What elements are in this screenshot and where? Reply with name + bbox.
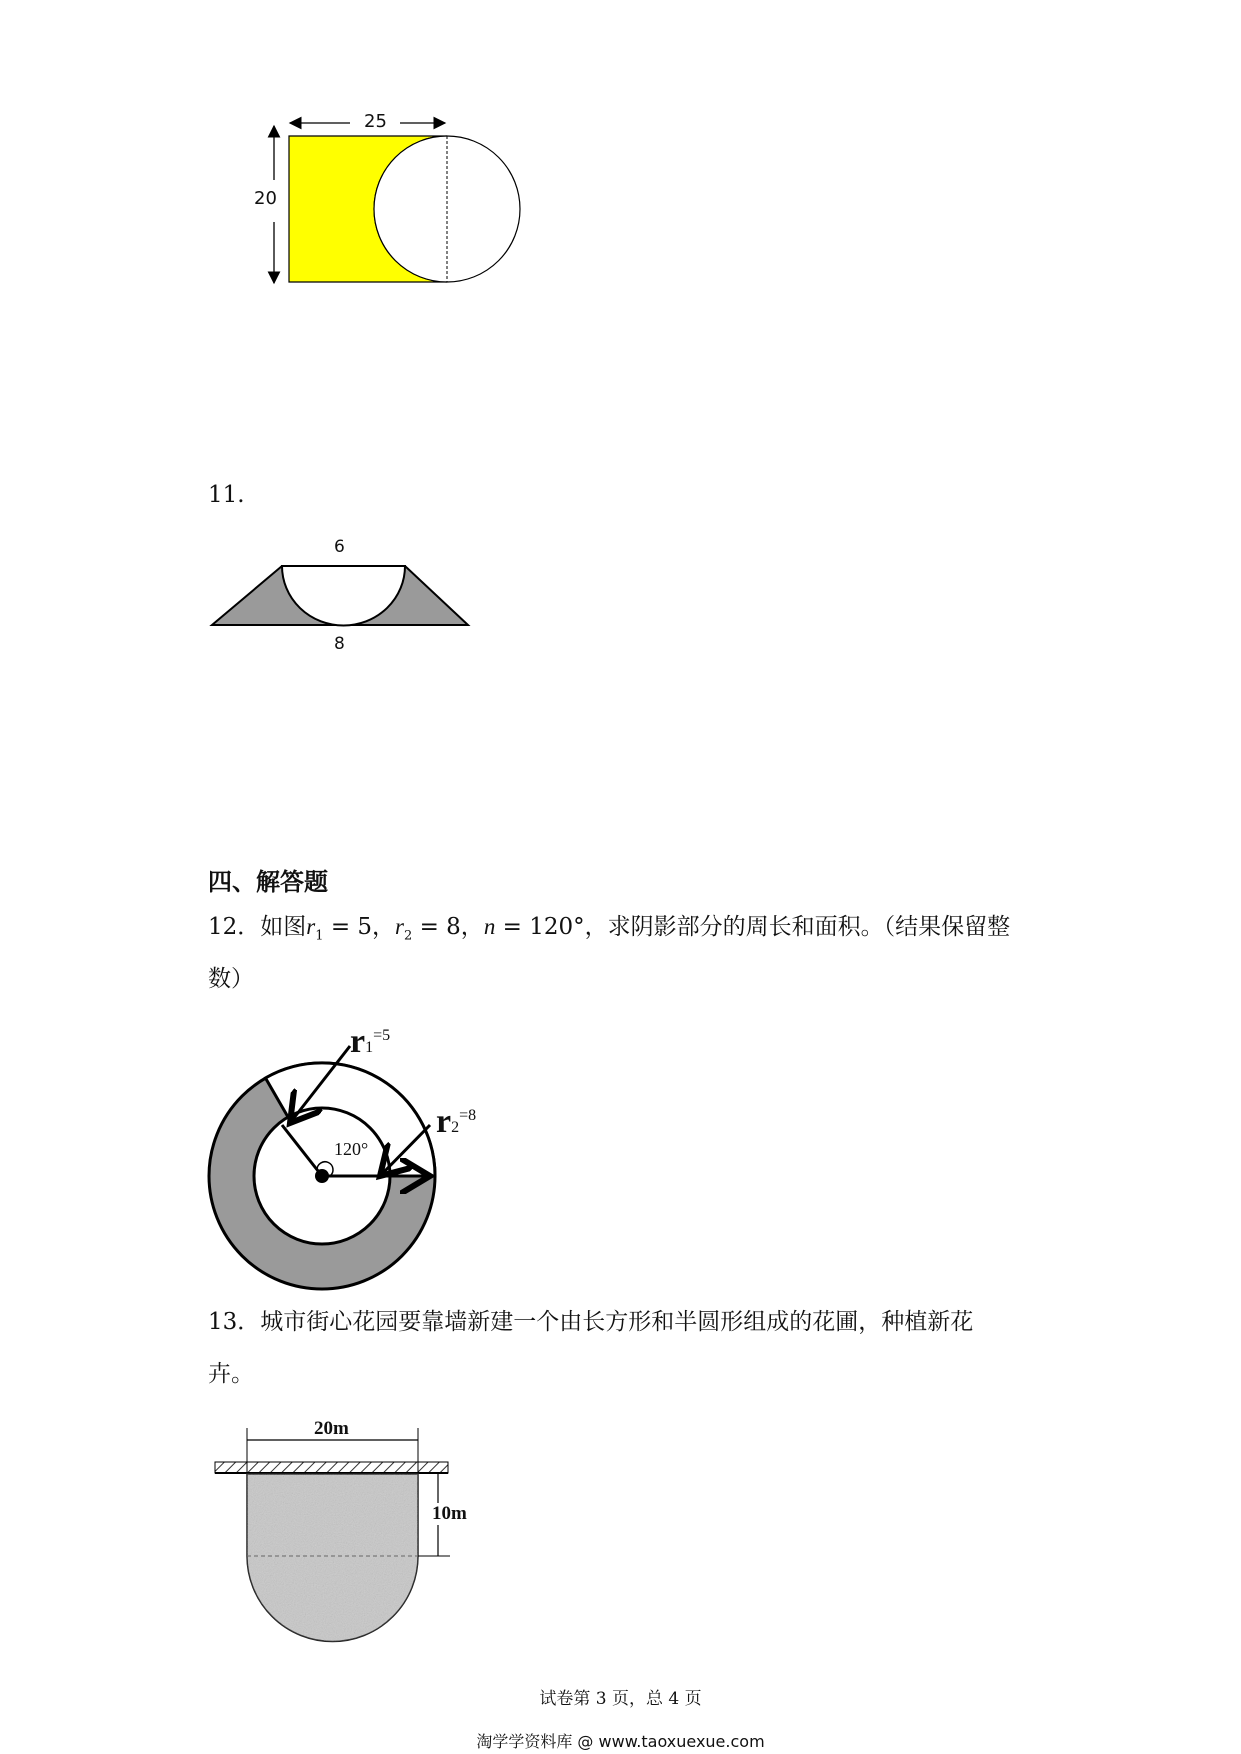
garden-width-label: 20m — [314, 1418, 349, 1439]
height-label: 20 — [254, 188, 277, 209]
q13-line2: 卉。 — [208, 1361, 254, 1387]
q12-r2-symbol: r — [395, 914, 404, 939]
q12-rest: ，求阴影部分的周长和面积。（结果保留整 — [584, 914, 1011, 940]
wall-hatched — [215, 1462, 448, 1473]
q12-r2-eq: = 8， — [412, 914, 484, 940]
q12-r1-symbol: r — [306, 914, 316, 939]
q12-lead: 如图 — [260, 914, 307, 940]
q12-line2: 数） — [208, 966, 254, 992]
q12-n-symbol: n — [483, 914, 496, 939]
fig-angle-label: 120° — [334, 1139, 369, 1159]
page-footer: 试卷第 3 页，总 4 页 — [539, 1689, 702, 1709]
q12-r1-sub: 1 — [315, 928, 324, 944]
q12-number: 12． — [208, 914, 261, 940]
q11-bottom-label: 8 — [334, 634, 345, 654]
q12-r2-sub: 2 — [404, 928, 413, 944]
q11-number: 11. — [208, 482, 245, 508]
q12-n-eq: = 120° — [495, 914, 585, 940]
garden-height-label: 10m — [432, 1503, 467, 1524]
garden-bed-texture — [247, 1474, 418, 1641]
fig-r2-label: r2=8 — [436, 1103, 477, 1140]
q12-r1-eq: = 5， — [323, 914, 396, 940]
fig-r1-label: r1=5 — [350, 1023, 391, 1060]
watermark: 淘学学资料库 @ www.taoxuexue.com — [476, 1732, 765, 1751]
q13-line1: 13．城市街心花园要靠墙新建一个由长方形和半圆形组成的花圃，种植新花 — [208, 1309, 974, 1335]
width-label: 25 — [364, 111, 387, 132]
q11-top-label: 6 — [334, 537, 345, 557]
section-title: 四、解答题 — [208, 868, 328, 896]
